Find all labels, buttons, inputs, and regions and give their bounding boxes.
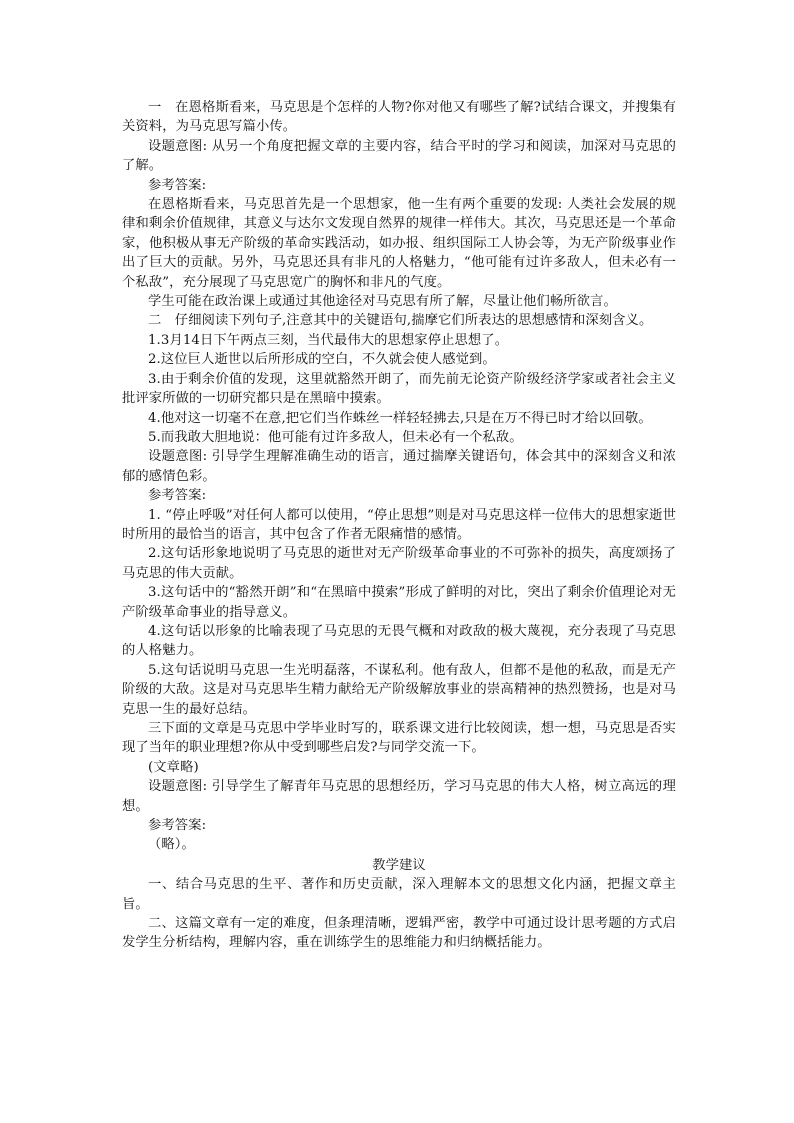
sentence-1: 1.3月14日下午两点三刻，当代最伟大的思想家停止思想了。: [148, 332, 509, 348]
question-1: 一 在恩格斯看来，马克思是个怎样的人物?你对他又有哪些了解?试结合课文，并搜集有关资料，为马克思写篇小传。: [122, 100, 676, 135]
design-intent-3: 设题意图: 引导学生了解青年马克思的思想经历，学习马克思的伟大人格，树立高远的理想。: [122, 779, 676, 814]
sentence-2: 2.这位巨人逝世以后所形成的空白，不久就会使人感觉到。: [148, 352, 496, 368]
answer-2-item-3: 3.这句话中的“豁然开朗”和“在黑暗中摸索”形成了鲜明的对比，突出了剩余价值理论对无产阶级革命事业的指导意义。: [122, 585, 676, 620]
section-heading: 教学建议: [372, 857, 426, 873]
question-3: 三下面的文章是马克思中学毕业时写的，联系课文进行比较阅读，想一想，马克思是否实现了当年的职业理想?你从中受到哪些启发?与同学交流一下。: [122, 721, 676, 756]
answer-label-3: 参考答案:: [148, 818, 207, 834]
suggestion-1: 一、结合马克思的生平、著作和历史贡献，深入理解本文的思想文化内涵，把握文章主旨。: [122, 877, 676, 912]
sentence-3: 3.由于剩余价值的发现，这里就豁然开朗了，而先前无论资产阶级经济学家或者社会主义批评家所做的一切研究都只是在黑暗中摸索。: [122, 371, 676, 407]
answer-1: 在恩格斯看来，马克思首先是一个思想家，他一生有两个重要的发现: 人类社会发展的规律和剩余价值规律，其意义与达尔文发现自然界的规律一样伟大。其次，马克思还是一个革命家，他积极从事无产阶级的革命实践活动，如办报、组织国际工人协会等，为无产阶级事业作出了巨大的贡献。另外，马克思还具有非凡的人格魅力，“他可能有过许多敌人，但未必有一个私敌”，充分展现了马克思宽广的胸怀和非凡的气度。: [122, 197, 676, 290]
sentence-4: 4.他对这一切毫不在意,把它们当作蛛丝一样轻轻拂去,只是在万不得已时才给以回敬。: [148, 410, 652, 426]
answer-2-item-4: 4.这句话以形象的比喻表现了马克思的无畏气概和对政敌的极大蔑视，充分表现了马克思的人格魅力。: [122, 623, 676, 659]
article-omitted: (文章略): [148, 759, 199, 775]
answer-label-1: 参考答案:: [148, 177, 207, 193]
answer-1-note: 学生可能在政治课上或通过其他途径对马克思有所了解，尽量让他们畅所欲言。: [148, 294, 617, 310]
answer-2-item-2: 2.这句话形象地说明了马克思的逝世对无产阶级革命事业的不可弥补的损失，高度颂扬了马克思的伟大贡献。: [122, 546, 676, 581]
document-page: [122, 98, 676, 953]
sentence-5: 5.而我敢大胆地说：他可能有过许多敌人，但未必有一个私敌。: [148, 429, 523, 445]
answer-2-item-5: 5.这句话说明马克思一生光明磊落，不谋私利。他有敌人，但都不是他的私敌，而是无产阶级的大敌。这是对马克思毕生精力献给无产阶级解放事业的崇高精神的热烈赞扬，也是对马克思一生的最好总结。: [122, 662, 676, 717]
answer-label-2: 参考答案:: [148, 488, 207, 504]
design-intent-2: 设题意图: 引导学生理解准确生动的语言，通过揣摩关键语句，体会其中的深刻含义和浓郁的感情色彩。: [122, 449, 676, 484]
answer-2-item-1: 1. “停止呼吸”对任何人都可以使用，“停止思想”则是对马克思这样一位伟大的思想家逝世时所用的最恰当的语言，其中包含了作者无限痛惜的感情。: [122, 507, 676, 542]
design-intent-1: 设题意图: 从另一个角度把握文章的主要内容，结合平时的学习和阅读，加深对马克思的了解。: [122, 138, 676, 174]
suggestion-2: 二、这篇文章有一定的难度，但条理清晰，逻辑严密，教学中可通过设计思考题的方式启发学生分析结构，理解内容，重在训练学生的思维能力和归纳概括能力。: [122, 916, 676, 951]
answer-3: （略）。: [148, 837, 195, 853]
question-2: 二 仔细阅读下列句子,注意其中的关键语句,揣摩它们所表达的思想感情和深刻含义。: [148, 313, 653, 329]
